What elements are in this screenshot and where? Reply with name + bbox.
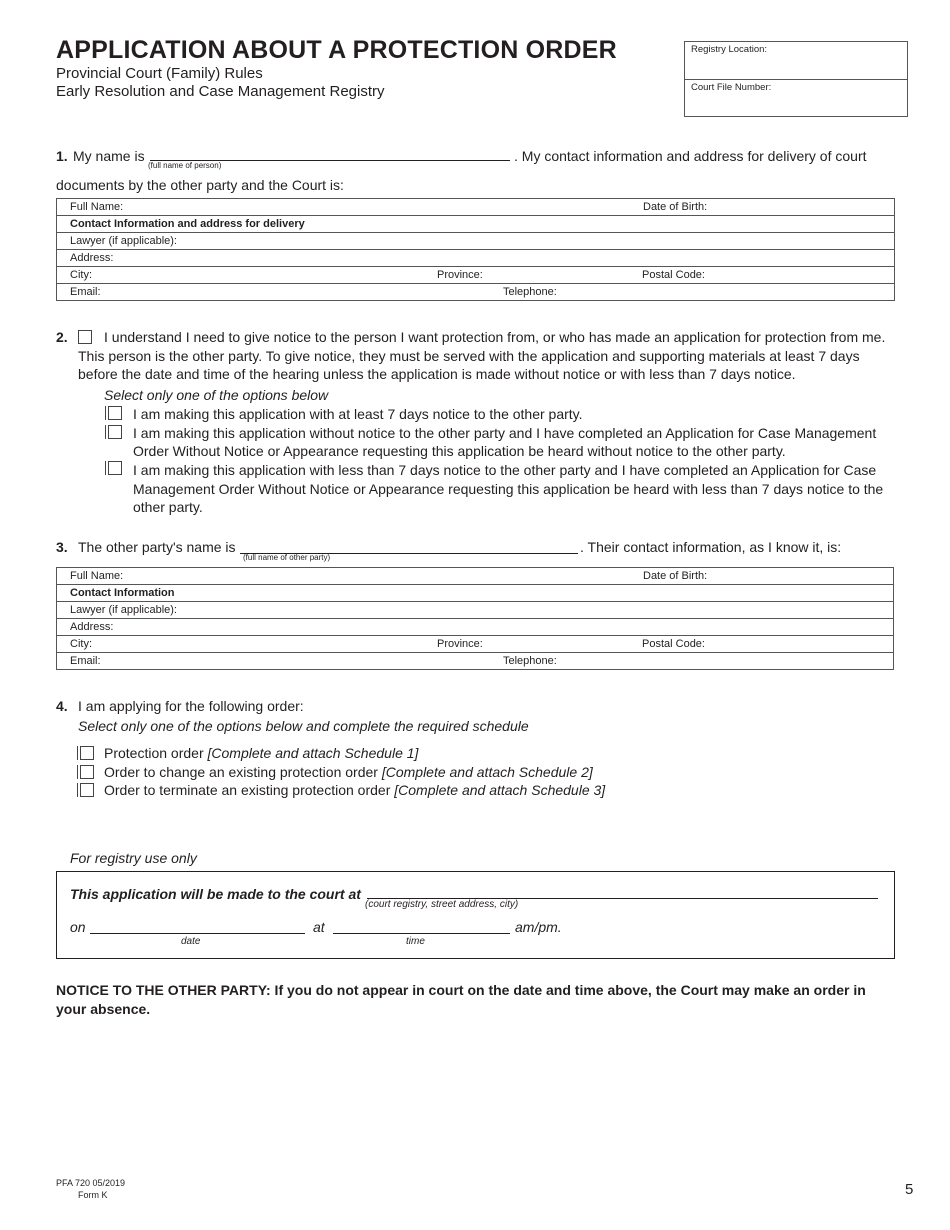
other-city-row[interactable] bbox=[57, 636, 894, 653]
contact-heading: Contact Information and address for delivery bbox=[70, 218, 305, 230]
option-less-notice-line3: other party. bbox=[133, 499, 203, 515]
court-registry-field[interactable] bbox=[367, 884, 878, 899]
other-email-label: Email: bbox=[70, 655, 101, 667]
hearing-time-field[interactable] bbox=[333, 919, 510, 934]
change-order-checkbox[interactable] bbox=[80, 765, 94, 779]
section-3-number: 3. bbox=[56, 539, 68, 555]
section-1-lead: My name is bbox=[73, 148, 145, 164]
other-contact-heading-row bbox=[57, 585, 894, 602]
registry-use-box bbox=[56, 871, 895, 959]
schedule-1-note: [Complete and attach Schedule 1] bbox=[207, 745, 419, 761]
understand-notice-checkbox[interactable] bbox=[78, 330, 92, 344]
other-lawyer-row[interactable] bbox=[57, 602, 894, 619]
dob-label: Date of Birth: bbox=[643, 201, 708, 213]
section-4-lead: I am applying for the following order: bbox=[78, 698, 304, 714]
option-without-notice-line2: Order Without Notice or Appearance requesting this application be heard without notice to the other party. bbox=[133, 443, 786, 459]
contact-heading-row bbox=[57, 216, 895, 233]
section-2-number: 2. bbox=[56, 329, 68, 345]
section-2-select-hint: Select only one of the options below bbox=[104, 387, 329, 403]
other-province-label: Province: bbox=[437, 638, 483, 650]
option-without-notice-line1: I am making this application without notice to the other party and I have completed an Application for Case Management bbox=[133, 425, 877, 441]
rules-subtitle: Provincial Court (Family) Rules bbox=[56, 65, 263, 82]
without-notice-checkbox[interactable] bbox=[108, 425, 122, 439]
notice-line-2: your absence. bbox=[56, 1001, 151, 1017]
registry-box bbox=[684, 41, 908, 117]
registry-location-label: Registry Location: bbox=[691, 44, 768, 55]
other-lawyer-label: Lawyer (if applicable): bbox=[70, 604, 177, 616]
email-label: Email: bbox=[70, 286, 101, 298]
time-hint: time bbox=[406, 936, 425, 947]
other-city-label: City: bbox=[70, 638, 92, 650]
schedule-3-note: [Complete and attach Schedule 3] bbox=[394, 782, 606, 798]
lawyer-row[interactable] bbox=[57, 233, 895, 250]
form-letter: Form K bbox=[78, 1190, 108, 1200]
court-file-number-label: Court File Number: bbox=[691, 82, 772, 93]
form-code: PFA 720 05/2019 bbox=[56, 1178, 126, 1188]
option-protection-order: Protection order [Complete and attach Schedule 1] bbox=[104, 745, 419, 761]
section-4-hint: Select only one of the options below and complete the required schedule bbox=[78, 718, 529, 734]
other-contact-heading: Contact Information bbox=[70, 587, 175, 599]
other-address-row[interactable] bbox=[57, 619, 894, 636]
at-label: at bbox=[313, 919, 325, 935]
court-file-number-field[interactable] bbox=[685, 79, 907, 116]
lawyer-label: Lawyer (if applicable): bbox=[70, 235, 177, 247]
option-terminate-order: Order to terminate an existing protection order [Complete and attach Schedule 3] bbox=[104, 782, 606, 798]
section-4-number: 4. bbox=[56, 698, 68, 714]
city-label: City: bbox=[70, 269, 92, 281]
other-email-row[interactable] bbox=[57, 653, 894, 670]
other-telephone-label: Telephone: bbox=[503, 655, 557, 667]
section-1-number: 1. bbox=[56, 148, 68, 164]
address-row[interactable] bbox=[57, 250, 895, 267]
other-address-label: Address: bbox=[70, 621, 114, 633]
schedule-2-note: [Complete and attach Schedule 2] bbox=[381, 764, 593, 780]
notice-7-days-checkbox[interactable] bbox=[108, 406, 122, 420]
section-1-tail: . My contact information and address for delivery of court bbox=[514, 148, 867, 164]
notice-line-1: NOTICE TO THE OTHER PARTY: If you do not appear in court on the date and time above, the Court may make an order in bbox=[56, 982, 866, 998]
on-label: on bbox=[70, 919, 86, 935]
protection-order-checkbox[interactable] bbox=[80, 746, 94, 760]
full-name-label: Full Name: bbox=[70, 201, 124, 213]
option-less-notice-line2: Management Order Without Notice or Appearance requesting this application be heard with less than 7 days notice to the bbox=[133, 481, 884, 497]
registry-subtitle: Early Resolution and Case Management Registry bbox=[56, 83, 385, 100]
other-full-name-row[interactable] bbox=[57, 568, 894, 585]
other-party-contact-table bbox=[56, 567, 894, 670]
telephone-label: Telephone: bbox=[503, 286, 557, 298]
option-change-order: Order to change an existing protection order [Complete and attach Schedule 2] bbox=[104, 764, 593, 780]
page-number: 5 bbox=[905, 1181, 914, 1198]
option-less-notice-line1: I am making this application with less than 7 days notice to the other party and I have completed an Application for Case bbox=[133, 462, 877, 478]
court-registry-hint: (court registry, street address, city) bbox=[365, 899, 519, 910]
address-label: Address: bbox=[70, 252, 114, 264]
my-name-field[interactable] bbox=[150, 146, 510, 161]
option-notice-7-days: I am making this application with at least 7 days notice to the other party. bbox=[133, 406, 583, 422]
postal-label: Postal Code: bbox=[642, 269, 705, 281]
province-label: Province: bbox=[437, 269, 483, 281]
other-dob-label: Date of Birth: bbox=[643, 570, 708, 582]
section-2-line2: This person is the other party. To give notice, they must be served with the application and supporting materials at least 7 days bbox=[78, 348, 860, 364]
made-to-court-label: This application will be made to the court at bbox=[70, 886, 361, 902]
other-party-name-hint: (full name of other party) bbox=[243, 553, 331, 562]
full-name-row[interactable] bbox=[57, 199, 895, 216]
terminate-order-checkbox[interactable] bbox=[80, 783, 94, 797]
section-2-line3: before the date and time of the hearing unless the application is made without notice or with less than 7 days notice. bbox=[78, 366, 796, 382]
section-1-continued: documents by the other party and the Court is: bbox=[56, 177, 344, 193]
form-title: APPLICATION ABOUT A PROTECTION ORDER bbox=[56, 36, 617, 64]
other-party-name-field[interactable] bbox=[240, 539, 578, 554]
other-postal-label: Postal Code: bbox=[642, 638, 705, 650]
city-row[interactable] bbox=[57, 267, 895, 284]
hearing-date-field[interactable] bbox=[90, 919, 305, 934]
registry-use-label: For registry use only bbox=[70, 850, 197, 866]
my-contact-table bbox=[56, 198, 895, 301]
my-name-hint: (full name of person) bbox=[148, 161, 222, 170]
section-2-line1: I understand I need to give notice to the person I want protection from, or who has made an application for protection from me. bbox=[104, 329, 886, 345]
section-3-tail: . Their contact information, as I know it, is: bbox=[580, 539, 842, 555]
ampm-label: am/pm. bbox=[515, 919, 562, 935]
section-3-lead: The other party's name is bbox=[78, 539, 236, 555]
less-than-7-days-checkbox[interactable] bbox=[108, 461, 122, 475]
registry-location-field[interactable] bbox=[685, 42, 907, 79]
date-hint: date bbox=[181, 936, 201, 947]
other-full-name-label: Full Name: bbox=[70, 570, 124, 582]
email-row[interactable] bbox=[57, 284, 895, 301]
